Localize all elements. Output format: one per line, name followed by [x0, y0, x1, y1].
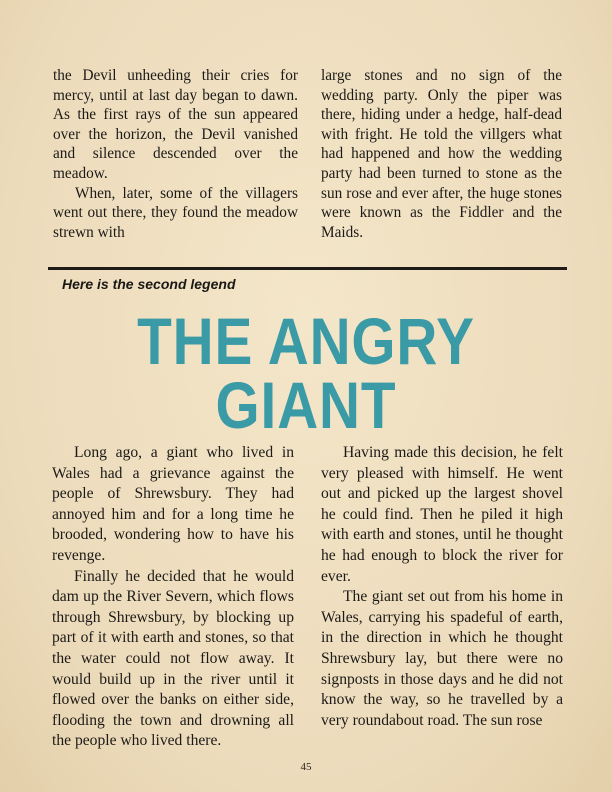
story-title-line-2: GIANT [215, 368, 397, 442]
paragraph: Long ago, a giant who lived in Wales had a grievance against the people of Shrewsbury. They had annoyed him and for a long time he brooded, wondering how to have his revenge. [52, 444, 294, 564]
story-column-bottom-left [52, 443, 294, 752]
story-title-line-1: THE ANGRY [137, 304, 475, 378]
paragraph: large stones and no sign of the wedding party. Only the piper was there, hiding under a hedge, half-dead with fright. He told the villgers what had happened and how the wedding party had been turned to stone as the sun rose and ever after, the huge stones were known as the Fiddler and the Maids. [321, 67, 562, 241]
page-number: 45 [300, 761, 312, 773]
section-subheading: Here is the second legend [62, 276, 236, 292]
section-divider [48, 267, 567, 270]
paragraph: The giant set out from his home in Wales, carrying his spadeful of earth, in the direction in which he thought Shrewsbury lay, but there were no signposts in those days and he did not know the way, so he travelled by a very roundabout road. The sun rose [321, 588, 563, 729]
paragraph: Having made this decision, he felt very pleased with himself. He went out and picked up the largest shovel he could find. Then he piled it high with earth and stones, until he thought he had enough to block the river for ever. [321, 444, 563, 585]
story-column-top-right [321, 66, 562, 242]
paragraph: When, later, some of the villagers went out there, they found the meadow strewn with [53, 184, 298, 241]
paragraph: the Devil unheeding their cries for mercy, until at last day began to dawn. As the first rays of the sun appeared over the horizon, the Devil vanished and silence descended over the meadow. [53, 67, 298, 182]
paragraph: Finally he decided that he would dam up the River Severn, which flows through Shrewsbury, by blocking up part of it with earth and stones, so that the water could not flow away. It would build up in the river until it flowed over the banks on either side, flooding the town and drowning all the people who lived there. [52, 567, 294, 750]
story-column-bottom-right [321, 443, 563, 731]
story-column-top-left [53, 66, 298, 242]
